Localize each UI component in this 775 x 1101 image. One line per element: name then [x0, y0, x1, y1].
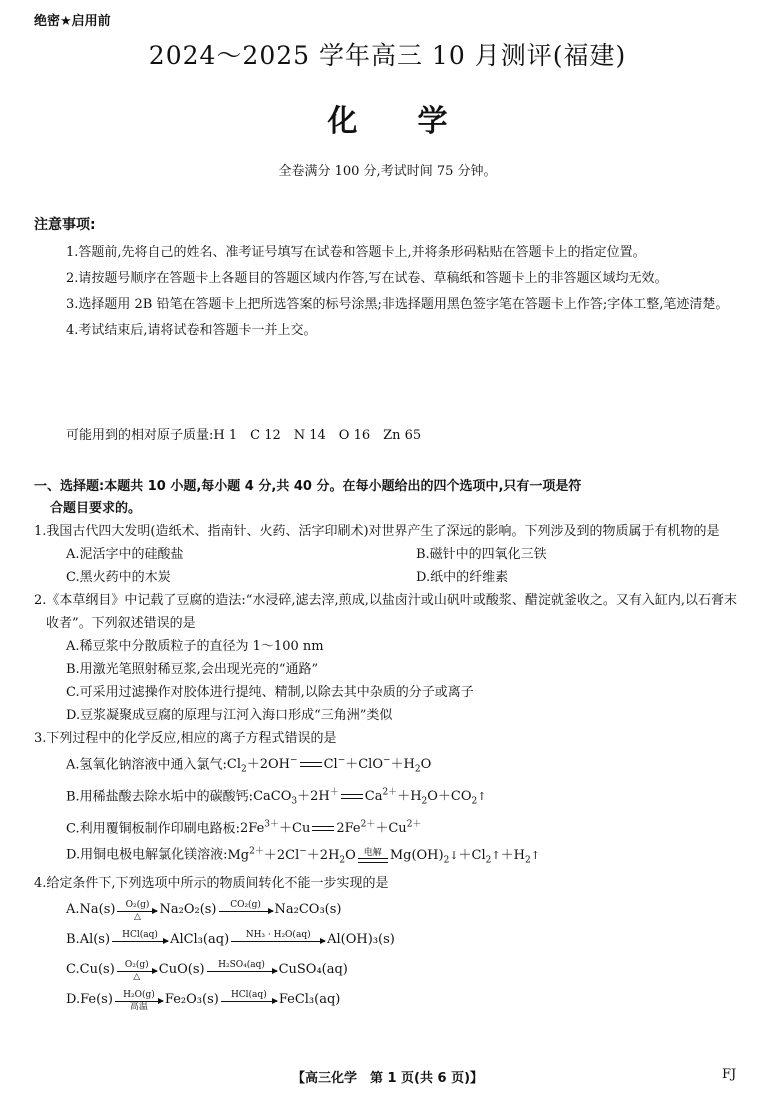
notes-heading: 注意事项:	[34, 217, 96, 233]
option-c	[66, 955, 742, 985]
option-d-text: D.用铜电极电解氯化镁溶液:	[66, 847, 228, 863]
note-item-2: 2.请按题号顺序在答题卡上各题目的答题区域内作答,写在试卷、草稿纸和答题卡上的非答题区域均无效。	[66, 271, 668, 286]
substance: Na₂O₂(s)	[159, 902, 217, 918]
electrolysis-condition: 电解	[358, 848, 388, 863]
option-b-label: B.	[66, 932, 80, 948]
subject-title: 化学	[327, 104, 508, 139]
page-footer: 【高三化学 第 1 页(共 6 页)】	[291, 1071, 484, 1086]
substance: Fe(s)	[80, 992, 113, 1008]
confidential-label: 绝密★启用前	[34, 14, 111, 29]
reaction-arrow-2: CO₂(g)	[219, 900, 273, 923]
equation-c: $2Fe^{3+}+Cu$ $2Fe^{2+}+Cu^{2+}$	[240, 819, 422, 837]
option-b	[66, 925, 742, 955]
substance: Na(s)	[79, 902, 116, 918]
question-2	[34, 589, 742, 727]
option-b-text: B.用稀盐酸去除水垢中的碳酸钙:	[66, 789, 254, 805]
note-item-1: 1.答题前,先将自己的姓名、准考证号填写在试卷和答题卡上,并将条形码粘贴在答题卡上的指定位置。	[66, 245, 646, 260]
question-4-stem: 4.给定条件下,下列选项中所示的物质间转化不能一步实现的是	[34, 876, 389, 892]
notes-list	[66, 240, 742, 344]
exam-title: 2024～2025 学年高三 10 月测评(福建)	[148, 41, 627, 70]
option-a	[66, 750, 742, 782]
substance: Fe₂O₃(s)	[164, 992, 219, 1008]
substance: Al(s)	[79, 932, 111, 948]
option-b: B.用激光笔照射稀豆浆,会出现光亮的“通路”	[66, 662, 319, 677]
option-d	[66, 985, 742, 1015]
question-1-options	[34, 543, 742, 589]
reaction-arrow-2: H₂SO₄(aq)	[207, 960, 277, 983]
substance: CuSO₄(aq)	[278, 962, 348, 978]
reaction-arrow-2: HCl(aq)	[221, 990, 277, 1013]
question-3-stem: 3.下列过程中的化学反应,相应的离子方程式错误的是	[34, 731, 337, 746]
substance: CuO(s)	[158, 962, 205, 978]
substance: Na₂CO₃(s)	[274, 902, 342, 918]
option-c: C.可采用过滤操作对胶体进行提纯、精制,以除去其中杂质的分子或离子	[66, 685, 474, 700]
option-d: D.豆浆凝聚成豆腐的原理与江河入海口形成“三角洲”类似	[66, 708, 393, 723]
substance: FeCl₃(aq)	[278, 992, 341, 1008]
section-heading-line-2: 合题目要求的。	[50, 501, 142, 516]
section-heading-line-1: 一、选择题:本题共 10 小题,每小题 4 分,共 40 分。在每小题给出的四个选项中,只有一项是符	[34, 479, 582, 494]
question-4	[34, 872, 742, 1015]
reaction-arrow-1: HCl(aq)	[112, 930, 168, 953]
option-d-label: D.	[66, 992, 81, 1008]
equation-b: CaCO$_3$＋2H＋ $Ca^{2+}+H_2O+CO_2↑$	[253, 787, 487, 807]
score-info: 全卷满分 100 分,考试时间 75 分钟。	[278, 164, 497, 179]
substance: Al(OH)₃(s)	[327, 932, 395, 948]
atomic-mass-info: 可能用到的相对原子质量:H 1 C 12 N 14 O 16 Zn 65	[66, 428, 422, 443]
substance: Cu(s)	[79, 962, 115, 978]
option-b	[66, 782, 742, 814]
question-2-options	[34, 635, 742, 727]
question-2-stem: 2.《本草纲目》中记载了豆腐的造法:“水浸碎,滤去滓,煎成,以盐卤汁或山矾叶或酸浆、醋淀就釜收之。又有入缸内,以石膏末收者”。下列叙述错误的是	[34, 593, 737, 631]
questions	[34, 520, 742, 1015]
question-4-options	[34, 895, 742, 1015]
option-a-text: A.氢氧化钠溶液中通入氯气:	[66, 757, 227, 773]
option-d	[66, 840, 742, 872]
option-d: D.纸中的纤维素	[416, 570, 509, 585]
option-c-text: C.利用覆铜板制作印刷电路板:	[66, 821, 240, 837]
option-c-label: C.	[66, 962, 80, 978]
equation-d: $Mg^{2+}+2Cl^-+2H_2O$ 电解 $Mg(OH)_2↓+Cl_2↑+H_2↑$	[227, 846, 540, 866]
note-item-3: 3.选择题用 2B 铅笔在答题卡上把所选答案的标号涂黑;非选择题用黑色签字笔在答题卡上作答;字体工整,笔迹清楚。	[66, 297, 729, 312]
question-1	[34, 520, 742, 589]
option-c	[66, 814, 742, 840]
reaction-arrow-1: H₂O(g) 高温	[115, 990, 163, 1013]
option-b: B.磁针中的四氧化三铁	[416, 547, 547, 562]
option-a	[66, 895, 742, 925]
question-3	[34, 727, 742, 872]
option-a: A.稀豆浆中分散质粒子的直径为 1～100 nm	[66, 639, 324, 654]
note-item-4: 4.考试结束后,请将试卷和答题卡一并上交。	[66, 323, 317, 338]
reaction-arrow-2: NH₃ · H₂O(aq)	[231, 930, 325, 953]
equation-a: $Cl_2+2OH^-$ $Cl^-+ClO^-+H_2O$	[226, 756, 432, 775]
reaction-arrow-1: O₂(g) △	[117, 900, 157, 923]
section-heading	[34, 476, 742, 520]
option-a: A.泥活字中的硅酸盐	[66, 547, 184, 562]
option-a-label: A.	[66, 902, 80, 918]
question-3-options	[34, 750, 742, 872]
question-1-stem: 1.我国古代四大发明(造纸术、指南针、火药、活字印刷术)对世界产生了深远的影响。下列涉及到的物质属于有机物的是	[34, 524, 720, 539]
substance: AlCl₃(aq)	[170, 932, 230, 948]
reaction-arrow-1: O₂(g) △	[117, 960, 157, 983]
option-c: C.黑火药中的木炭	[66, 570, 171, 585]
footer-code: FJ	[722, 1067, 737, 1082]
